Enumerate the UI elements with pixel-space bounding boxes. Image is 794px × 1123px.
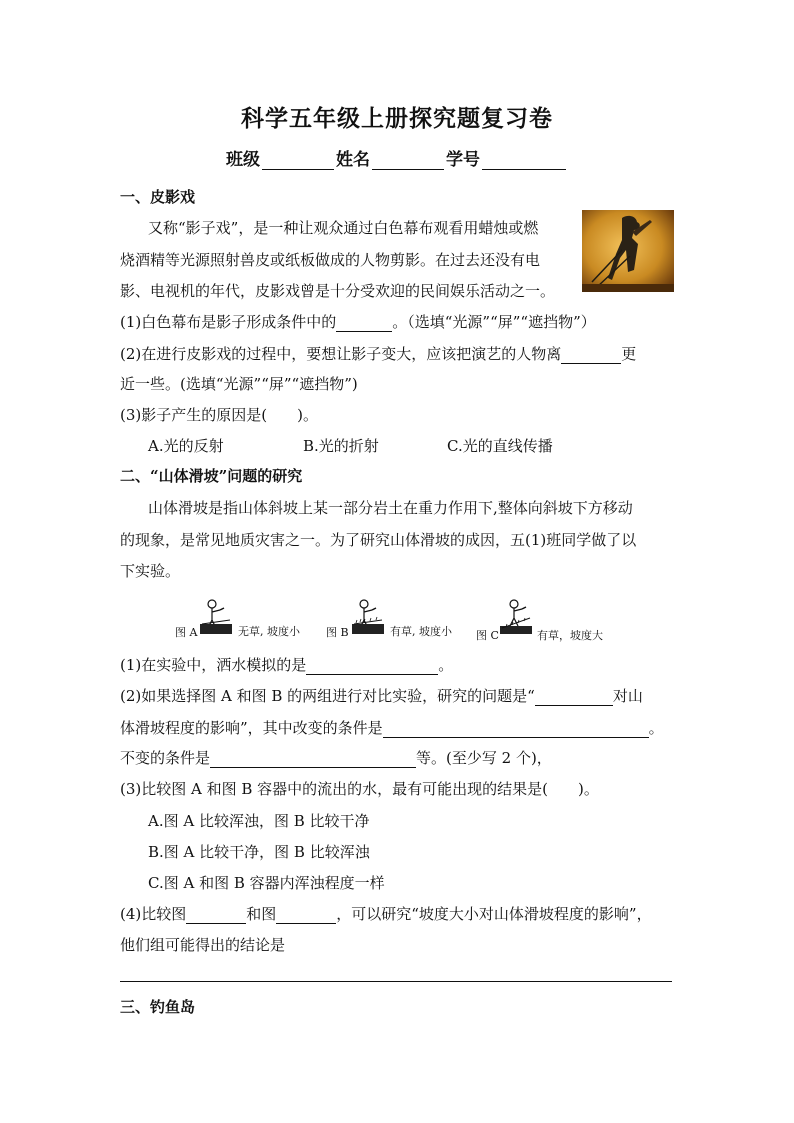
class-label: 班级 — [226, 150, 260, 170]
s1-question-3: (3)影子产生的原因是( )。 — [120, 406, 318, 424]
name-label: 姓名 — [336, 150, 370, 170]
figure-b-description: 有草, 坡度小 — [390, 625, 452, 638]
section2-heading: 二、“山体滑坡”问题的研究 — [120, 467, 303, 485]
s2-q4-blank-1[interactable] — [186, 907, 246, 924]
s1-q1-blank[interactable] — [336, 315, 392, 332]
name-blank[interactable] — [372, 151, 444, 170]
s1-option-a[interactable]: A.光的反射 — [148, 437, 224, 455]
class-blank[interactable] — [262, 151, 334, 170]
s1-q2-blank[interactable] — [561, 347, 621, 364]
figure-a-label: 图 A — [175, 626, 198, 639]
s1-question-2-cont: 近一些。(选填“光源”“屏”“遮挡物”) — [120, 375, 358, 393]
figure-b-label: 图 B — [326, 626, 349, 639]
s2-q4-blank-2[interactable] — [276, 907, 336, 924]
s2-q2-blank-constant[interactable] — [210, 751, 416, 768]
figure-c-description: 有草，坡度大 — [537, 629, 603, 642]
s2-paragraph-line3: 下实验。 — [120, 562, 181, 580]
s2-option-b[interactable]: B.图 A 比较干净，图 B 比较浑浊 — [148, 843, 370, 861]
s1-option-c[interactable]: C.光的直线传播 — [447, 437, 553, 455]
id-label: 学号 — [446, 150, 480, 170]
s1-paragraph-line1: 又称“影子戏”，是一种让观众通过白色幕布观看用蜡烛或燃 — [148, 219, 539, 237]
s2-question-1: (1)在实验中，洒水模拟的是 。 — [120, 656, 454, 674]
conclusion-answer-line[interactable] — [120, 981, 672, 982]
s1-option-b[interactable]: B.光的折射 — [303, 437, 379, 455]
s2-question-3: (3)比较图 A 和图 B 容器中的流出的水，最有可能出现的结果是( )。 — [120, 780, 599, 798]
s1-paragraph-line3: 影、电视机的年代，皮影戏曾是十分受欢迎的民间娱乐活动之一。 — [120, 282, 556, 300]
s2-q2-blank-changed[interactable] — [383, 721, 649, 738]
student-info-row — [0, 145, 794, 170]
figure-a-illustration — [198, 598, 234, 636]
page-title: 科学五年级上册探究题复习卷 — [241, 105, 553, 132]
s1-question-2: (2)在进行皮影戏的过程中，要想让影子变大，应该把演艺的人物离 更 — [120, 345, 637, 363]
s2-question-2-changed: 体滑坡程度的影响”，其中改变的条件是 。 — [120, 719, 664, 737]
s2-question-2: (2)如果选择图 A 和图 B 的两组进行对比实验，研究的问题是“ 对山 — [120, 687, 643, 705]
s2-paragraph-line1: 山体滑坡是指山体斜坡上某一部分岩土在重力作用下,整体向斜坡下方移动 — [148, 499, 633, 517]
figure-c-illustration — [498, 598, 534, 636]
s1-question-1: (1)白色幕布是影子形成条件中的 。（选填“光源”“屏”“遮挡物”） — [120, 313, 596, 331]
figure-c-label: 图 C — [476, 629, 499, 642]
s2-option-c[interactable]: C.图 A 和图 B 容器内浑浊程度一样 — [148, 874, 385, 892]
s2-q2-blank-question[interactable] — [535, 689, 613, 706]
section3-heading: 三、钓鱼岛 — [120, 998, 196, 1016]
s2-option-a[interactable]: A.图 A 比较浑浊，图 B 比较干净 — [148, 812, 370, 830]
figure-a-description: 无草, 坡度小 — [238, 625, 300, 638]
id-blank[interactable] — [482, 151, 566, 170]
figure-b-illustration — [350, 598, 386, 636]
s2-question-4-conclusion: 他们组可能得出的结论是 — [120, 936, 286, 954]
s2-q1-blank[interactable] — [306, 658, 438, 675]
section1-heading: 一、皮影戏 — [120, 188, 196, 206]
s1-paragraph-line2: 烧酒精等光源照射兽皮或纸板做成的人物剪影。在过去还没有电 — [120, 251, 541, 269]
s2-question-2-constant: 不变的条件是 等。(至少写 2 个)， — [120, 749, 552, 767]
s2-question-4: (4)比较图 和图 ，可以研究“坡度大小对山体滑坡程度的影响”， — [120, 905, 652, 923]
shadow-puppet-photo — [582, 210, 674, 292]
s2-paragraph-line2: 的现象，是常见地质灾害之一。为了研究山体滑坡的成因，五(1)班同学做了以 — [120, 531, 637, 549]
